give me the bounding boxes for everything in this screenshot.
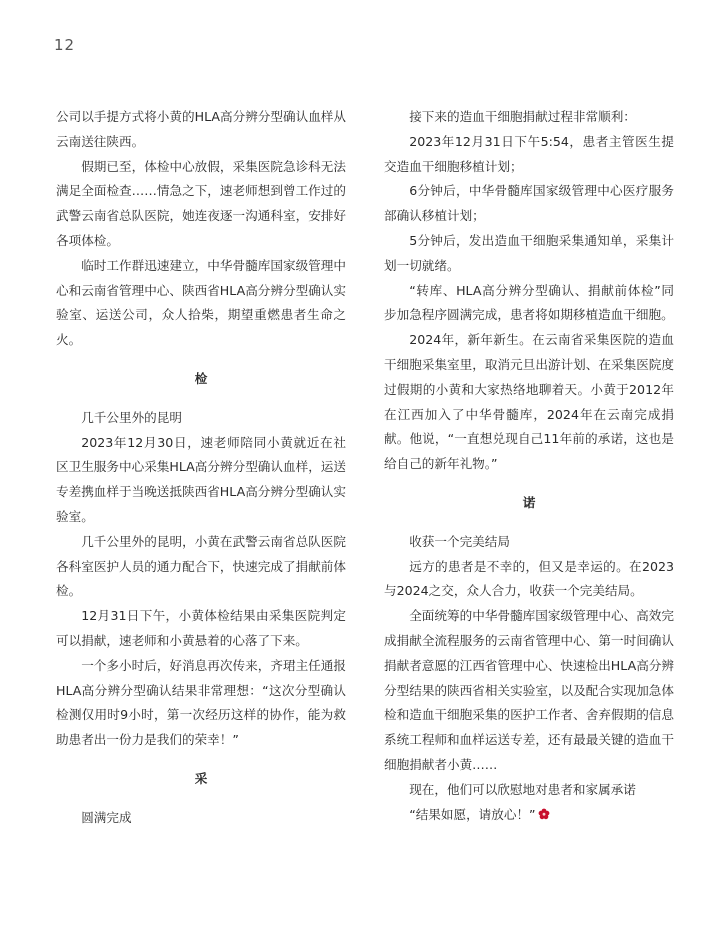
paragraph: 临时工作群迅速建立，中华骨髓库国家级管理中心和云南省管理中心、陕西省HLA高分辨分型确认实验室、运送公司，众人拾柴，期望重燃患者生命之火。 <box>56 257 346 348</box>
flower-icon <box>538 808 550 820</box>
left-column <box>56 105 346 831</box>
section-subtitle: 几千公里外的昆明 <box>81 409 182 425</box>
paragraph: 公司以手提方式将小黄的HLA高分辨分型确认血样从云南送往陕西。 <box>56 109 346 149</box>
paragraph: 远方的患者是不幸的，但又是幸运的。在2023与2024之交，众人合力，收获一个完美结局。 <box>384 558 674 599</box>
paragraph: 一个多小时后，好消息再次传来，齐珺主任通报HLA高分辨分型确认结果非常理想：“这次分型确认检测仅用时9小时，第一次经历这样的协作，能为救助患者出一份力是我们的荣幸！” <box>56 657 346 748</box>
paragraph: 5分钟后，发出造血干细胞采集通知单，采集计划一切就绪。 <box>384 232 674 273</box>
section-subtitle: 圆满完成 <box>81 809 132 825</box>
paragraph: 几千公里外的昆明，小黄在武警云南省总队医院各科室医护人员的通力配合下，快速完成了捐献前体检。 <box>56 533 346 599</box>
closing-quote: “结果如愿，请放心！” <box>409 806 536 822</box>
section-heading: 检 <box>194 370 208 386</box>
paragraph: 接下来的造血干细胞捐献过程非常顺利： <box>409 109 636 124</box>
paragraph: 全面统筹的中华骨髓库国家级管理中心、高效完成捐献全流程服务的云南省管理中心、第一时间确认捐献者意愿的江西省管理中心、快速检出HLA高分辨分型结果的陕西省相关实验室，以及配合实现加急体检和造血干细胞采集的医护工作者、舍弃假期的信息系统工程师和血样运送专差，还有最最关键的造血干细胞捐献者小黄…… <box>384 608 674 772</box>
page-number: 12 <box>54 36 76 54</box>
paragraph: 12月31日下午，小黄体检结果由采集医院判定可以捐献，速老师和小黄悬着的心落了下来。 <box>56 608 346 648</box>
paragraph: 2024年，新年新生。在云南省采集医院的造血干细胞采集室里，取消元旦出游计划、在采集医院度过假期的小黄和大家热络地聊着天。小黄于2012年在江西加入了中华骨髓库，2024年在云南完成捐献。他说，“一直想兑现自己11年前的承诺，这也是给自己的新年礼物。” <box>384 332 674 472</box>
paragraph: “转库、HLA高分辨分型确认、捐献前体检”同步加急程序圆满完成，患者将如期移植造血干细胞。 <box>384 282 674 323</box>
paragraph: 2023年12月31日下午5:54，患者主管医生提交造血干细胞移植计划； <box>384 133 674 174</box>
right-column <box>384 105 674 827</box>
section-heading: 采 <box>194 770 208 786</box>
paragraph: 假期已至，体检中心放假，采集医院急诊科无法满足全面检查……情急之下，速老师想到曾工作过的武警云南省总队医院，她连夜逐一沟通科室，安排好各项体检。 <box>56 158 346 248</box>
paragraph: 2023年12月30日，速老师陪同小黄就近在社区卫生服务中心采集HLA高分辨分型确认血样，运送专差携血样于当晚送抵陕西省HLA高分辨分型确认实验室。 <box>56 434 346 524</box>
closing-paragraph <box>384 803 674 828</box>
section-heading: 诺 <box>522 494 536 510</box>
paragraph: 6分钟后，中华骨髓库国家级管理中心医疗服务部确认移植计划； <box>384 183 674 224</box>
paragraph: 现在，他们可以欣慰地对患者和家属承诺 <box>409 781 636 797</box>
section-subtitle: 收获一个完美结局 <box>409 533 510 549</box>
